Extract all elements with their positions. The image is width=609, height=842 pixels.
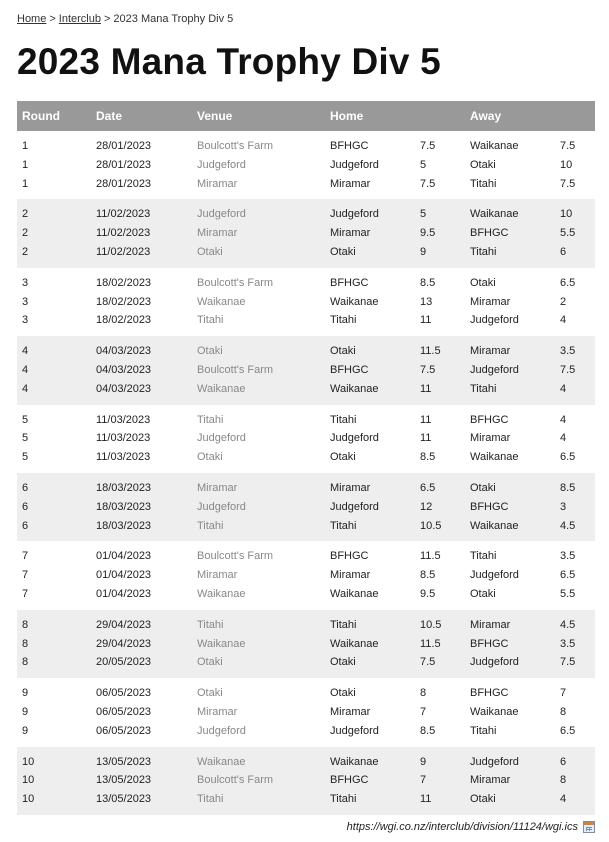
away-team-cell: Judgeford: [470, 363, 519, 376]
table-row: [17, 790, 595, 815]
home-score-cell: 11.5: [420, 550, 441, 563]
home-team-cell: Titahi: [330, 519, 357, 532]
venue-cell: Titahi: [197, 314, 224, 327]
home-team-cell: BFHGC: [330, 774, 369, 787]
date-cell: 28/01/2023: [96, 158, 152, 171]
home-score-cell: 8: [420, 687, 427, 700]
home-score-cell: 8.5: [420, 569, 436, 582]
venue-cell: Miramar: [197, 705, 238, 718]
round-group: [17, 610, 595, 678]
away-score-cell: 2: [560, 295, 567, 308]
round-cell: 4: [22, 345, 29, 358]
away-team-cell: Waikanae: [470, 519, 519, 532]
date-cell: 11/03/2023: [96, 413, 151, 426]
venue-cell: Judgeford: [197, 432, 246, 445]
venue-cell: Waikanae: [197, 382, 246, 395]
column-header-home: Home: [330, 109, 364, 123]
page-title: 2023 Mana Trophy Div 5: [17, 41, 441, 82]
home-team-cell: Judgeford: [330, 208, 379, 221]
away-score-cell: 6.5: [560, 451, 576, 464]
date-cell: 29/04/2023: [96, 618, 152, 631]
table-row: [17, 156, 595, 175]
away-score-cell: 7.5: [560, 177, 576, 190]
home-score-cell: 8.5: [420, 276, 436, 289]
round-cell: 9: [22, 705, 29, 718]
date-cell: 04/03/2023: [96, 363, 152, 376]
round-cell: 10: [22, 793, 35, 806]
date-cell: 11/02/2023: [96, 245, 151, 258]
round-cell: 2: [22, 245, 29, 258]
venue-cell: Miramar: [197, 569, 238, 582]
home-score-cell: 11: [420, 432, 432, 445]
table-row: [17, 268, 595, 293]
home-team-cell: Waikanae: [330, 755, 379, 768]
round-group: [17, 131, 595, 199]
home-score-cell: 5: [420, 158, 427, 171]
table-row: [17, 635, 595, 654]
away-team-cell: Miramar: [470, 345, 511, 358]
home-score-cell: 8.5: [420, 724, 436, 737]
away-score-cell: 4: [560, 432, 567, 445]
date-cell: 04/03/2023: [96, 345, 152, 358]
home-team-cell: Judgeford: [330, 432, 379, 445]
round-cell: 1: [22, 177, 29, 190]
away-score-cell: 4.5: [560, 519, 576, 532]
round-cell: 6: [22, 481, 29, 494]
column-header-away: Away: [470, 109, 502, 123]
table-row: [17, 703, 595, 722]
venue-cell: Judgeford: [197, 724, 246, 737]
away-team-cell: Miramar: [470, 295, 511, 308]
venue-cell: Titahi: [197, 519, 224, 532]
home-team-cell: Judgeford: [330, 158, 379, 171]
column-header-date: Date: [96, 109, 123, 123]
round-cell: 8: [22, 618, 29, 631]
table-row: [17, 293, 595, 312]
table-row: [17, 336, 595, 361]
venue-cell: Otaki: [197, 245, 223, 258]
round-cell: 2: [22, 208, 29, 221]
date-cell: 01/04/2023: [96, 569, 152, 582]
away-team-cell: Waikanae: [470, 208, 519, 221]
table-row: [17, 429, 595, 448]
away-team-cell: BFHGC: [470, 413, 509, 426]
table-row: [17, 771, 595, 790]
round-group: [17, 336, 595, 404]
home-team-cell: Miramar: [330, 481, 371, 494]
away-score-cell: 5.5: [560, 587, 576, 600]
round-cell: 9: [22, 724, 29, 737]
column-header-round: Round: [22, 109, 60, 123]
round-cell: 5: [22, 413, 29, 426]
table-row: [17, 361, 595, 380]
breadcrumb-separator: >: [103, 13, 111, 25]
home-team-cell: BFHGC: [330, 550, 369, 563]
ics-footer: [17, 821, 595, 833]
home-score-cell: 11: [420, 314, 432, 327]
date-cell: 11/02/2023: [96, 227, 151, 240]
home-team-cell: Otaki: [330, 345, 356, 358]
away-score-cell: 8.5: [560, 481, 576, 494]
venue-cell: Otaki: [197, 656, 223, 669]
date-cell: 18/03/2023: [96, 500, 152, 513]
away-score-cell: 7: [560, 687, 567, 700]
date-cell: 29/04/2023: [96, 637, 152, 650]
venue-cell: Miramar: [197, 481, 238, 494]
date-cell: 18/02/2023: [96, 314, 152, 327]
away-score-cell: 8: [560, 774, 567, 787]
table-row: [17, 380, 595, 405]
date-cell: 06/05/2023: [96, 705, 152, 718]
away-team-cell: Titahi: [470, 245, 497, 258]
away-score-cell: 3: [560, 500, 567, 513]
fixtures-table: [17, 101, 595, 815]
venue-cell: Boulcott's Farm: [197, 774, 274, 787]
table-row: [17, 610, 595, 635]
home-score-cell: 9: [420, 245, 427, 258]
round-group: [17, 405, 595, 473]
round-cell: 8: [22, 637, 29, 650]
round-cell: 7: [22, 587, 29, 600]
away-team-cell: Waikanae: [470, 140, 519, 152]
away-team-cell: Judgeford: [470, 314, 519, 327]
away-score-cell: 6.5: [560, 724, 576, 737]
table-row: [17, 243, 595, 268]
away-score-cell: 3.5: [560, 550, 576, 563]
away-score-cell: 4: [560, 793, 567, 806]
home-team-cell: Titahi: [330, 793, 357, 806]
home-score-cell: 6.5: [420, 481, 436, 494]
away-score-cell: 6.5: [560, 569, 576, 582]
round-cell: 3: [22, 295, 29, 308]
home-team-cell: BFHGC: [330, 363, 369, 376]
round-cell: 7: [22, 569, 29, 582]
away-score-cell: 6: [560, 755, 567, 768]
home-team-cell: Miramar: [330, 569, 371, 582]
venue-cell: Otaki: [197, 687, 223, 700]
round-cell: 8: [22, 656, 29, 669]
away-team-cell: Otaki: [470, 481, 496, 494]
round-cell: 5: [22, 432, 29, 445]
venue-cell: Titahi: [197, 793, 224, 806]
date-cell: 11/02/2023: [96, 208, 151, 221]
table-header-row: [17, 101, 595, 131]
home-score-cell: 9.5: [420, 587, 436, 600]
away-team-cell: BFHGC: [470, 637, 509, 650]
away-score-cell: 10: [560, 208, 573, 221]
date-cell: 28/01/2023: [96, 140, 152, 152]
table-row: [17, 517, 595, 542]
table-row: [17, 498, 595, 517]
table-row: [17, 747, 595, 772]
home-score-cell: 9: [420, 755, 427, 768]
table-row: [17, 448, 595, 473]
breadcrumb-separator: >: [49, 13, 56, 25]
home-score-cell: 13: [420, 295, 433, 308]
venue-cell: Judgeford: [197, 500, 246, 513]
date-cell: 11/03/2023: [96, 432, 151, 445]
venue-cell: Titahi: [197, 618, 224, 631]
round-cell: 4: [22, 382, 29, 395]
home-score-cell: 12: [420, 500, 433, 513]
home-score-cell: 11: [420, 413, 432, 426]
date-cell: 20/05/2023: [96, 656, 152, 669]
round-cell: 6: [22, 500, 29, 513]
home-team-cell: Titahi: [330, 618, 357, 631]
home-score-cell: 11.5: [420, 345, 441, 358]
away-score-cell: 5.5: [560, 227, 576, 240]
home-team-cell: Otaki: [330, 687, 356, 700]
away-team-cell: Titahi: [470, 724, 497, 737]
venue-cell: Boulcott's Farm: [197, 276, 274, 289]
table-row: [17, 585, 595, 610]
date-cell: 18/03/2023: [96, 481, 152, 494]
away-team-cell: Judgeford: [470, 656, 519, 669]
round-cell: 3: [22, 314, 29, 327]
home-team-cell: Waikanae: [330, 637, 379, 650]
table-row: [17, 722, 595, 747]
table-row: [17, 224, 595, 243]
table-row: [17, 473, 595, 498]
away-score-cell: 4.5: [560, 618, 576, 631]
table-row: [17, 541, 595, 566]
venue-cell: Miramar: [197, 227, 238, 240]
round-group: [17, 268, 595, 336]
away-team-cell: Otaki: [470, 793, 496, 806]
column-header-venue: Venue: [197, 109, 233, 123]
home-team-cell: BFHGC: [330, 140, 369, 152]
breadcrumb-current: 2023 Mana Trophy Div 5: [113, 13, 234, 25]
away-score-cell: 8: [560, 705, 567, 718]
home-score-cell: 7.5: [420, 656, 436, 669]
round-cell: 10: [22, 774, 35, 787]
away-team-cell: Titahi: [470, 177, 497, 190]
breadcrumb-interclub-link[interactable]: Interclub: [58, 13, 101, 25]
away-team-cell: Otaki: [470, 158, 496, 171]
round-cell: 2: [22, 227, 29, 240]
home-team-cell: Titahi: [330, 314, 357, 327]
home-score-cell: 9.5: [420, 227, 436, 240]
away-score-cell: 7.5: [560, 656, 576, 669]
home-score-cell: 7: [420, 774, 427, 787]
round-cell: 1: [22, 158, 29, 171]
home-team-cell: Miramar: [330, 177, 371, 190]
home-score-cell: 7.5: [420, 363, 436, 376]
home-team-cell: Waikanae: [330, 295, 379, 308]
breadcrumb-home-link[interactable]: Home: [17, 13, 47, 25]
table-row: [17, 131, 595, 156]
away-team-cell: Waikanae: [470, 705, 519, 718]
venue-cell: Boulcott's Farm: [197, 140, 274, 152]
venue-cell: Judgeford: [197, 158, 246, 171]
home-score-cell: 7.5: [420, 140, 436, 152]
round-cell: 9: [22, 687, 29, 700]
away-team-cell: Judgeford: [470, 569, 519, 582]
home-score-cell: 7: [420, 705, 427, 718]
away-team-cell: Miramar: [470, 618, 511, 631]
round-cell: 7: [22, 550, 29, 563]
away-team-cell: Miramar: [470, 432, 511, 445]
home-team-cell: Titahi: [330, 413, 357, 426]
round-group: [17, 199, 595, 267]
away-score-cell: 4: [560, 382, 567, 395]
away-score-cell: 7.5: [560, 363, 576, 376]
date-cell: 01/04/2023: [96, 587, 152, 600]
table-row: [17, 653, 595, 678]
away-team-cell: Otaki: [470, 587, 496, 600]
home-team-cell: Waikanae: [330, 587, 379, 600]
away-team-cell: Waikanae: [470, 451, 519, 464]
table-row: [17, 566, 595, 585]
venue-cell: Waikanae: [197, 755, 246, 768]
away-score-cell: 4: [560, 314, 567, 327]
ics-url[interactable]: https://wgi.co.nz/interclub/division/11124/wgi.ics: [346, 820, 578, 833]
away-team-cell: Judgeford: [470, 755, 519, 768]
venue-cell: Titahi: [197, 413, 224, 426]
venue-cell: Otaki: [197, 345, 223, 358]
home-score-cell: 5: [420, 208, 427, 221]
away-score-cell: 10: [560, 158, 573, 171]
round-cell: 5: [22, 451, 29, 464]
date-cell: 18/02/2023: [96, 276, 152, 289]
round-group: [17, 678, 595, 746]
home-score-cell: 10.5: [420, 618, 442, 631]
table-row: [17, 199, 595, 224]
venue-cell: Waikanae: [197, 295, 246, 308]
round-group: [17, 541, 595, 609]
home-team-cell: Otaki: [330, 245, 356, 258]
round-cell: 10: [22, 755, 35, 768]
away-score-cell: 6: [560, 245, 567, 258]
calendar-icon[interactable]: [583, 821, 595, 833]
table-row: [17, 678, 595, 703]
home-team-cell: Judgeford: [330, 500, 379, 513]
date-cell: 11/03/2023: [96, 451, 151, 464]
breadcrumb: [17, 12, 593, 26]
table-row: [17, 175, 595, 200]
home-score-cell: 7.5: [420, 177, 436, 190]
away-team-cell: BFHGC: [470, 500, 509, 513]
round-cell: 6: [22, 519, 29, 532]
away-score-cell: 3.5: [560, 637, 576, 650]
home-team-cell: Waikanae: [330, 382, 379, 395]
round-cell: 1: [22, 140, 29, 152]
home-score-cell: 8.5: [420, 451, 436, 464]
table-row: [17, 311, 595, 336]
home-team-cell: Otaki: [330, 451, 356, 464]
home-team-cell: Otaki: [330, 656, 356, 669]
date-cell: 01/04/2023: [96, 550, 152, 563]
date-cell: 13/05/2023: [96, 793, 152, 806]
venue-cell: Miramar: [197, 177, 238, 190]
date-cell: 28/01/2023: [96, 177, 152, 190]
date-cell: 13/05/2023: [96, 774, 152, 787]
venue-cell: Boulcott's Farm: [197, 363, 274, 376]
round-cell: 3: [22, 276, 29, 289]
venue-cell: Waikanae: [197, 587, 246, 600]
away-team-cell: Otaki: [470, 276, 496, 289]
home-score-cell: 11: [420, 793, 432, 806]
home-team-cell: Judgeford: [330, 724, 379, 737]
round-cell: 4: [22, 363, 29, 376]
date-cell: 06/05/2023: [96, 724, 152, 737]
away-team-cell: Titahi: [470, 382, 497, 395]
venue-cell: Otaki: [197, 451, 223, 464]
away-score-cell: 7.5: [560, 140, 576, 152]
venue-cell: Waikanae: [197, 637, 246, 650]
away-score-cell: 6.5: [560, 276, 576, 289]
venue-cell: Judgeford: [197, 208, 246, 221]
home-team-cell: BFHGC: [330, 276, 369, 289]
table-row: [17, 405, 595, 430]
home-team-cell: Miramar: [330, 705, 371, 718]
home-team-cell: Miramar: [330, 227, 371, 240]
date-cell: 18/02/2023: [96, 295, 152, 308]
away-team-cell: BFHGC: [470, 687, 509, 700]
venue-cell: Boulcott's Farm: [197, 550, 274, 563]
date-cell: 06/05/2023: [96, 687, 152, 700]
away-score-cell: 4: [560, 413, 567, 426]
away-score-cell: 3.5: [560, 345, 576, 358]
round-group: [17, 747, 595, 815]
date-cell: 13/05/2023: [96, 755, 152, 768]
away-team-cell: BFHGC: [470, 227, 509, 240]
home-score-cell: 10.5: [420, 519, 442, 532]
away-team-cell: Titahi: [470, 550, 497, 563]
date-cell: 04/03/2023: [96, 382, 152, 395]
home-score-cell: 11: [420, 382, 432, 395]
home-score-cell: 11.5: [420, 637, 441, 650]
round-group: [17, 473, 595, 541]
date-cell: 18/03/2023: [96, 519, 152, 532]
away-team-cell: Miramar: [470, 774, 511, 787]
